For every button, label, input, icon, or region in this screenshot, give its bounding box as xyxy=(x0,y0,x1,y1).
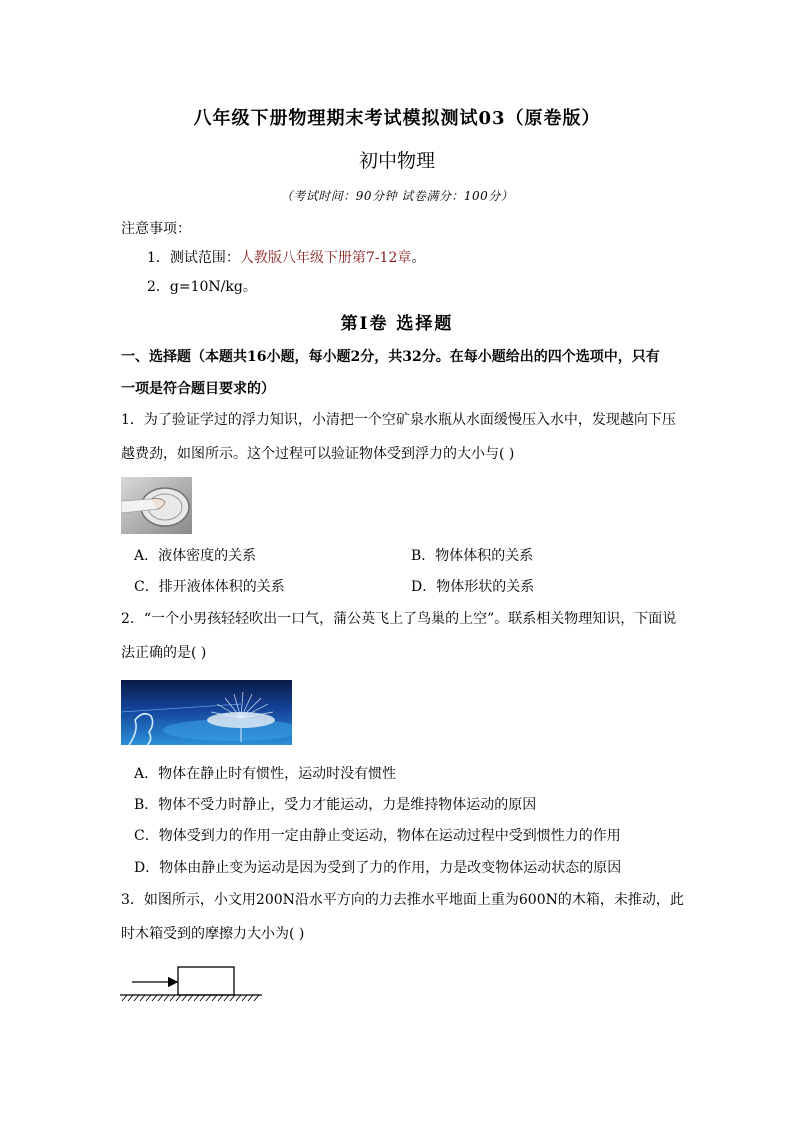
dandelion-stadium-photo xyxy=(121,680,292,745)
question-2-option-c[interactable]: C．物体受到力的作用一定由静止变运动，物体在运动过程中受到惯性力的作用 xyxy=(134,828,621,844)
section-instruction-line-2: 一项是符合题目要求的） xyxy=(121,381,275,397)
section-title: 第Ⅰ卷 选择题 xyxy=(340,314,454,334)
question-3-line-1: 3．如图所示，小文用200N沿水平方向的力去推水平地面上重为600N的木箱，未推动，此 xyxy=(121,892,684,908)
section-instruction-line-1: 一、选择题（本题共16小题，每小题2分，共32分。在每小题给出的四个选项中，只有 xyxy=(121,349,660,365)
page-title: 八年级下册物理期末考试模拟测试03（原卷版） xyxy=(193,108,601,129)
question-1-option-d[interactable]: D．物体形状的关系 xyxy=(411,579,535,595)
question-2-option-d[interactable]: D．物体由静止变为运动是因为受到了力的作用，力是改变物体运动状态的原因 xyxy=(134,860,622,876)
notice-item-1-highlight: 人教版八年级下册第7-12章 xyxy=(239,250,412,266)
question-1-line-2: 越费劲，如图所示。这个过程可以验证物体受到浮力的大小与( ) xyxy=(121,446,515,462)
page-subtitle: 初中物理 xyxy=(358,150,435,172)
question-2-line-2: 法正确的是( ) xyxy=(121,645,207,661)
question-1-option-a[interactable]: A．液体密度的关系 xyxy=(134,548,257,564)
question-2-option-b[interactable]: B．物体不受力时静止，受力才能运动，力是维持物体运动的原因 xyxy=(134,797,537,813)
box-push-diagram xyxy=(120,964,265,1004)
notice-item-2: 2．g=10N/kg。 xyxy=(147,279,257,295)
question-2-line-1: 2．“一个小男孩轻轻吹出一口气，蒲公英飞上了鸟巢的上空”。联系相关物理知识，下面说 xyxy=(121,611,677,627)
question-1-option-c[interactable]: C．排开液体体积的关系 xyxy=(134,579,285,595)
question-1-line-1: 1．为了验证学过的浮力知识，小清把一个空矿泉水瓶从水面缓慢压入水中，发现越向下压 xyxy=(121,412,676,428)
bottle-in-water-photo xyxy=(121,477,192,534)
notice-heading: 注意事项： xyxy=(121,221,191,237)
exam-info: （考试时间：90分钟 试卷满分：100分） xyxy=(280,189,514,203)
notice-item-1-prefix: 1．测试范围： xyxy=(147,250,240,266)
notice-item-1-suffix: 。 xyxy=(411,250,426,266)
notice-item-1 xyxy=(147,247,425,267)
question-2-option-a[interactable]: A．物体在静止时有惯性，运动时没有惯性 xyxy=(134,766,397,782)
question-3-line-2: 时木箱受到的摩擦力大小为( ) xyxy=(121,926,305,942)
question-1-option-b[interactable]: B．物体体积的关系 xyxy=(411,548,534,564)
